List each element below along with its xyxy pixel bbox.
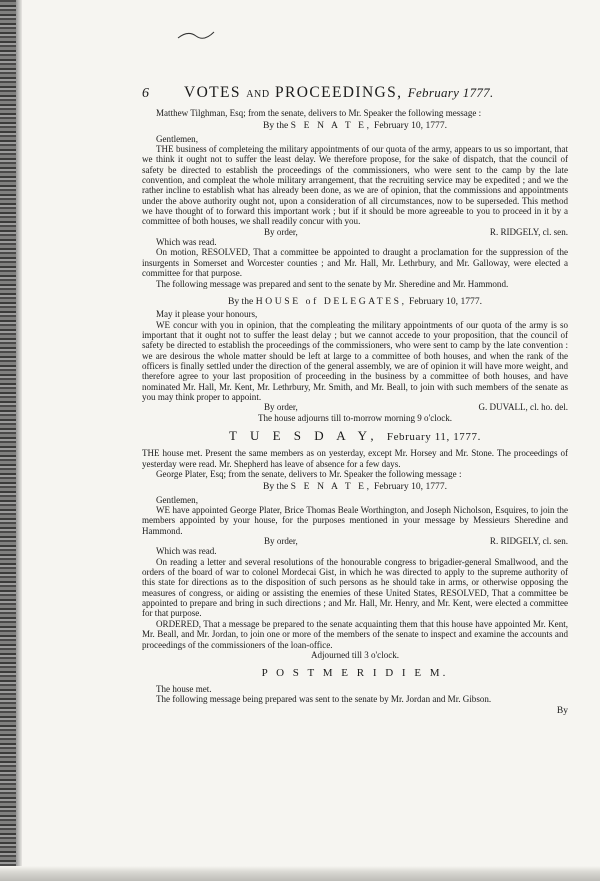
message-body: WE have appointed George Plater, Brice Thomas Beale Worthington, and Joseph Nicholson, Esquires, to join the members appointed by your house, for the purposes mentioned in your message by Messieurs Sheredine and Hammond. xyxy=(142,505,568,536)
heading-by: By the xyxy=(262,481,289,493)
ink-mark xyxy=(176,28,216,42)
signature-line xyxy=(142,536,568,546)
salutation: Gentlemen, xyxy=(156,494,198,505)
paragraph: On motion, RESOLVED, That a committee be appointed to draught a proclamation for the suppression of the insurgents in Somerset and Worcester counties ; and Mr. Hall, Mr. Lethrbury, and Mr. Galloway, were elected a committee for that purpose. xyxy=(142,247,568,279)
by-order: By order, xyxy=(264,536,298,547)
salutation: Gentlemen, xyxy=(156,133,198,144)
signature-line xyxy=(142,227,568,237)
binding-shadow xyxy=(16,0,22,881)
running-title xyxy=(184,84,494,101)
message-body: WE concur with you in opinion, that the compleating the military appointments of our quota of the army is so important that it ought not to suffer the least delay ; but we cannot accede to your proposition, that the council of safety be directed to establish the proceedings of the commissioners, who were sent to camp by the late convention : we are desirous the whole matter should be left at large to a committee of both houses, and when the rank of the officers is finally settled under the direction of the general assembly, we are of opinion it will have more weight, and therefore agree to your last proposition of proceeding in the business by a committee of both houses, and have nominated Mr. Hall, Mr. Kent, Mr. Lethrbury, Mr. Smith, and Mr. Beall, to join with such members of the senate as you may think proper to appoint. xyxy=(142,319,568,402)
heading-body: S E N A T E, xyxy=(290,120,372,132)
adjournment: The house adjourns till to-morrow morning 9 o'clock. xyxy=(257,412,453,423)
by-order: By order, xyxy=(264,226,298,237)
paragraph: The following message was prepared and sent to the senate by Mr. Sheredine and Mr. Hammond. xyxy=(156,278,509,289)
paragraph: Which was read. xyxy=(156,546,217,557)
day-heading xyxy=(142,427,568,443)
paragraph: Which was read. xyxy=(156,237,217,248)
message-heading xyxy=(142,482,568,492)
page-content xyxy=(142,84,568,717)
day-date: February 11, 1777. xyxy=(386,430,481,443)
heading-by: By the xyxy=(227,295,254,307)
signature: R. RIDGELY, cl. sen. xyxy=(489,226,568,237)
paragraph: ORDERED, That a message be prepared to the senate acquainting them that this house have appointed Mr. Kent, Mr. Beall, and Mr. Jordan, to join one or more of the members of the senate to inspect and examine the accounts and proceedings of the commissioners of the loan-office. xyxy=(142,618,568,650)
paragraph: The house met. xyxy=(156,683,212,694)
heading-date: February 10, 1777. xyxy=(374,120,448,132)
paragraph: On reading a letter and several resolutions of the honourable congress to brigadier-general Smallwood, and the orders of the board of war to colonel Mordecai Gist, in which he was directed to apply to the supreme authority of this state for directions as to the disposition of such persons as he should take in arms, or otherwise opposing the measures of congress, or aiding or assisting the enemies of these United States, RESOLVED, That a committee be appointed to prepare and bring in such directions ; and Mr. Hall, Mr. Henry, and Mr. Kent, were elected a committee for that purpose. xyxy=(142,556,568,619)
paragraph: Matthew Tilghman, Esq; from the senate, delivers to Mr. Speaker the following message : xyxy=(156,108,482,118)
catchword: By xyxy=(556,706,568,717)
title-date: February 1777. xyxy=(407,85,494,100)
binding-edge xyxy=(0,0,16,881)
adjournment: Adjourned till 3 o'clock. xyxy=(310,649,400,660)
heading-date: February 10, 1777. xyxy=(374,481,448,493)
signature-line xyxy=(142,402,568,412)
page-header xyxy=(142,84,568,106)
paragraph: The following message being prepared was sent to the senate by Mr. Jordan and Mr. Gibson. xyxy=(156,693,492,704)
page-number: 6 xyxy=(142,86,149,101)
message-heading xyxy=(142,297,568,307)
paragraph: George Plater, Esq; from the senate, delivers to Mr. Speaker the following message : xyxy=(156,469,462,479)
salutation: May it please your honours, xyxy=(156,309,258,320)
signature: G. DUVALL, cl. ho. del. xyxy=(478,402,568,413)
title-proceedings: PROCEEDINGS, xyxy=(274,84,403,101)
message-heading xyxy=(142,121,568,131)
message-body: THE business of completeing the military appointments of our quota of the army, appears to us so important, that we think it ought not to suffer the least delay. We therefore propose, for the sake of dispatch, that the council of safety be directed to establish the proceedings of the commissioners, who were sent to the camp by the late convention, and compleat the whole military arrangement, that the recruiting service may be expedited ; and we the rather incline to establish what has already been done, as we are of opinion, that the commissions and appointments under the above authority ought not, upon a consideration of all circumstances, now to be superseded. This method we have thought of to forward this important work ; but if it should be more agreeable to you to proceed in it by a committee of both houses, we shall readily concur with you. xyxy=(142,144,568,227)
day-name: T U E S D A Y, xyxy=(229,427,379,443)
heading-by: By the xyxy=(262,120,289,132)
title-votes: VOTES xyxy=(184,84,241,101)
heading-body: HOUSE of DELEGATES, xyxy=(255,295,407,307)
title-and: AND xyxy=(246,89,270,100)
signature: R. RIDGELY, cl. sen. xyxy=(489,536,568,547)
session-heading: P O S T M E R I D I E M. xyxy=(261,667,449,680)
paragraph: THE house met. Present the same members as on yesterday, except Mr. Horsey and Mr. Stone. The proceedings of yesterday were read. Mr. Shepherd has leave of absence for a few days. xyxy=(142,448,568,469)
by-order: By order, xyxy=(264,402,298,413)
heading-body: S E N A T E, xyxy=(290,481,372,493)
heading-date: February 10, 1777. xyxy=(409,295,483,307)
page-bottom-edge xyxy=(0,866,600,881)
